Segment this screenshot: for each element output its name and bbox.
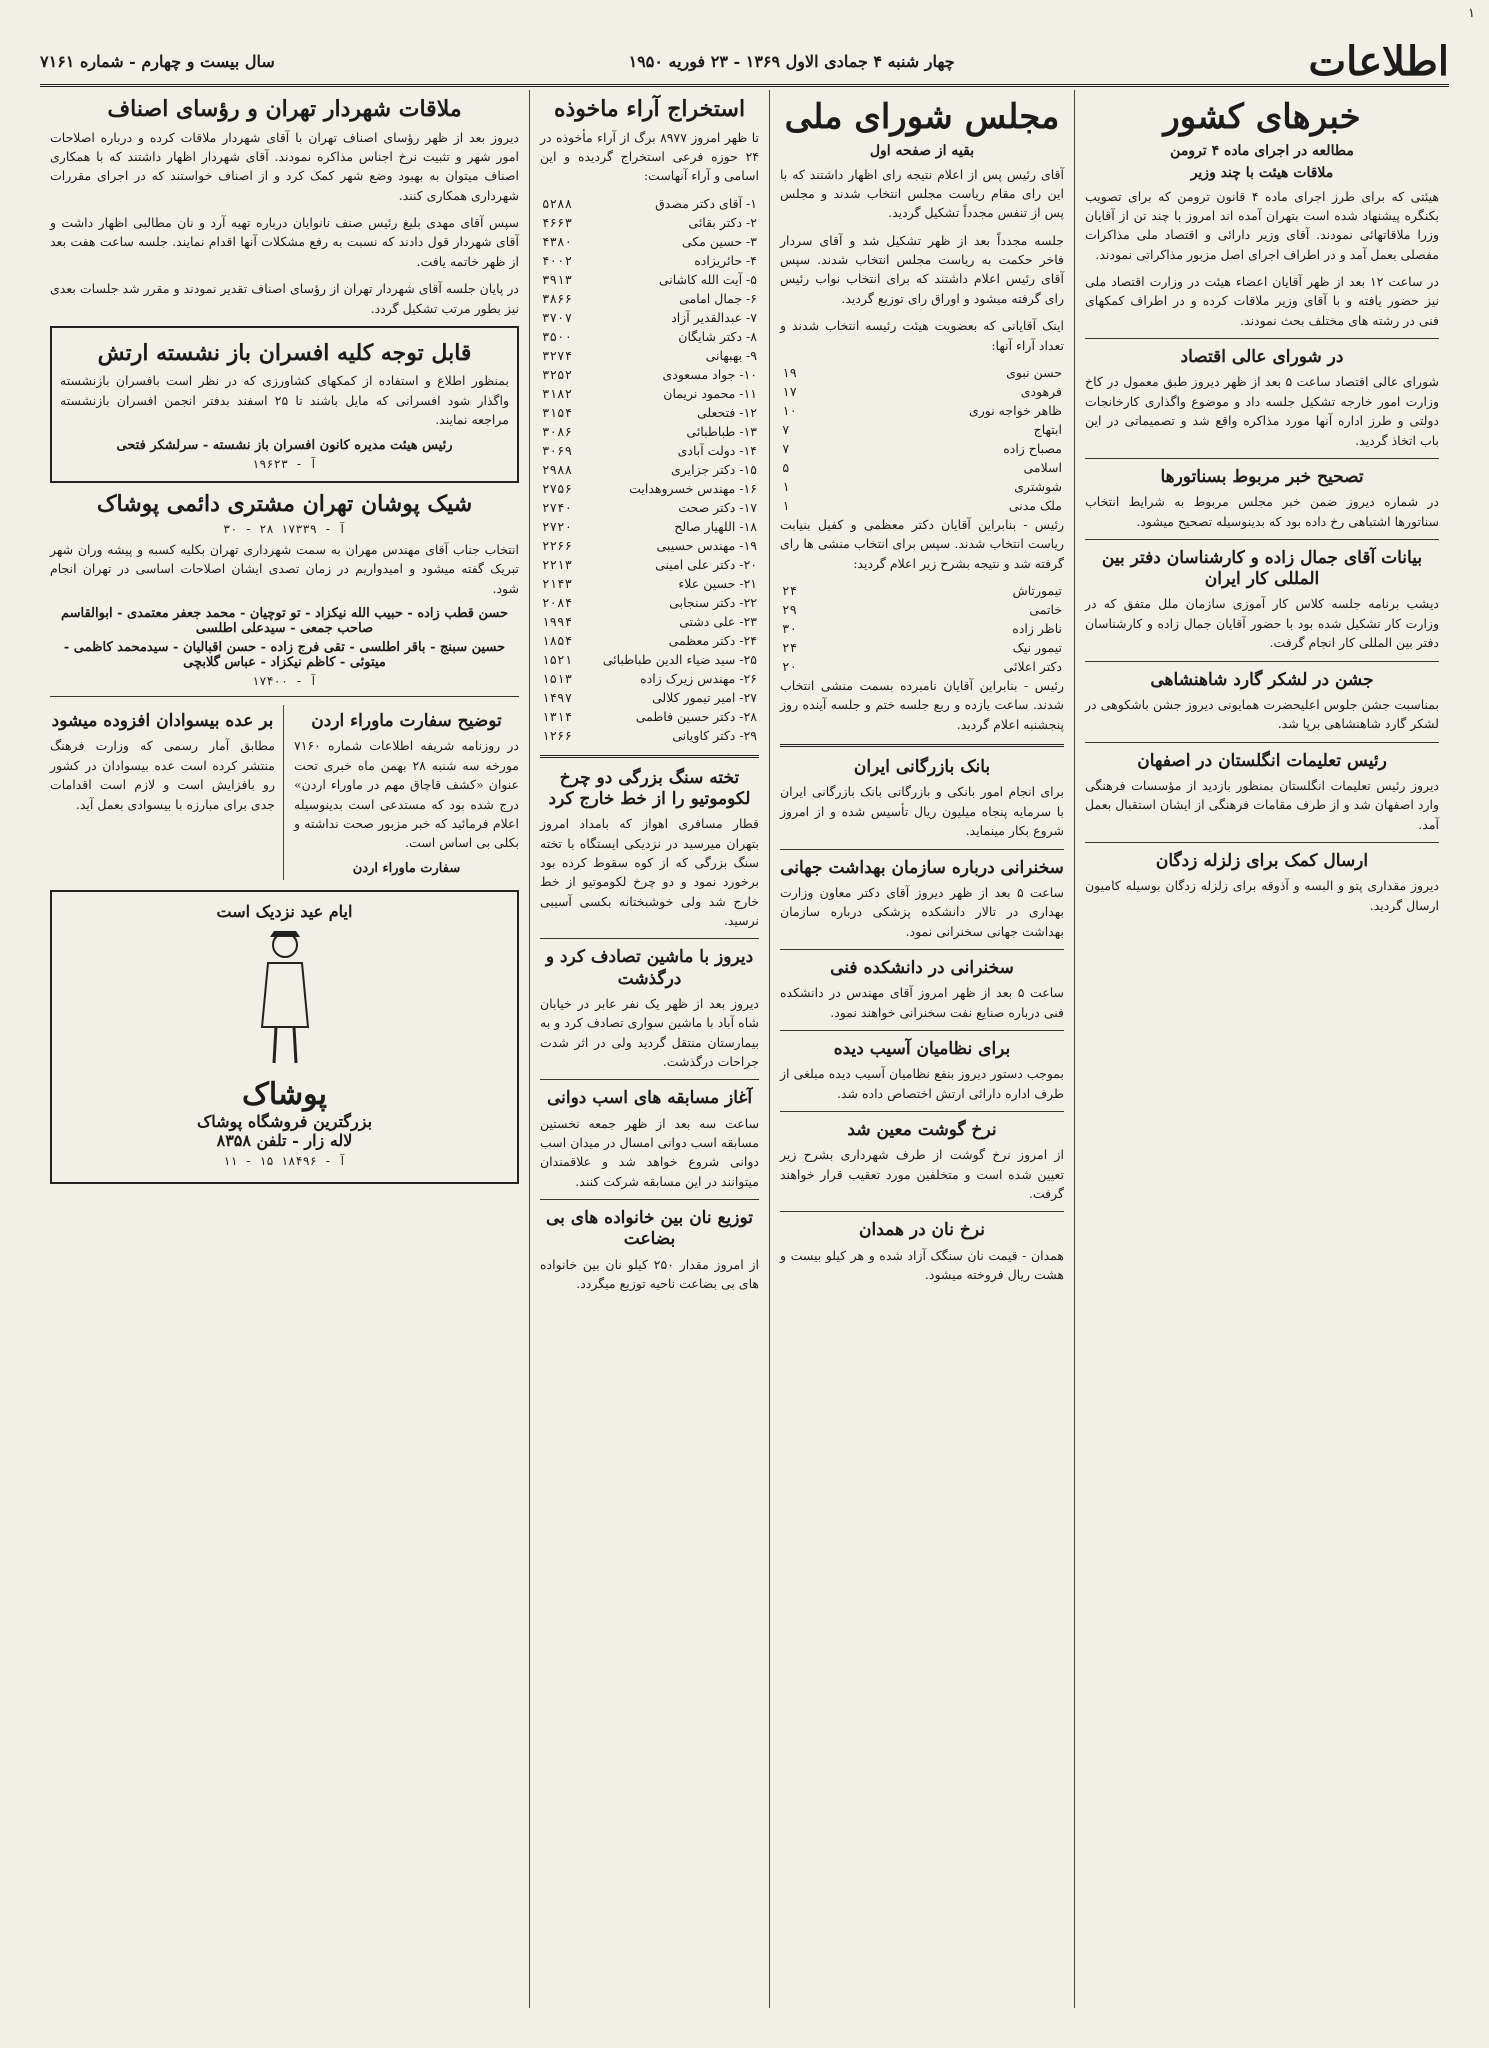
article-parliament-2: جلسه مجدداً بعد از ظهر تشکیل شد و آقای سردار فاخر حکمت به ریاست مجلس انتخاب شدند. سپس آقای رئیس اعلام داشتند که برای انتخاب نواب رئیس رای گرفته میشود و اوراق رای توزیع گردید. [780, 232, 1064, 306]
headline-bread-hamadan: نرخ نان در همدان [859, 1220, 985, 1241]
article-guard-celebration: بمناسبت جشن جلوس اعلیحضرت همایونی دیروز جشن باشکوهی در لشکر گارد شاهنشاهی برپا شد. [1085, 696, 1439, 732]
headline-economic-council: در شورای عالی اقتصاد [1180, 347, 1344, 368]
vote-count: ۱۹ [782, 364, 798, 380]
candidate-name: خاتمی [1029, 602, 1062, 617]
article-parliament-3: اینک آقایانی که بعضویت هیئت رئیسه انتخاب شدند و تعداد آراء آنها: [780, 318, 1064, 353]
issue-date: چهار شنبه ۴ جمادی الاول ۱۳۶۹ - ۲۳ فوریه ۱۹۵۰ [628, 51, 955, 71]
article-parliament-5: رئیس - بنابراین آقایان نامبرده بسمت منشی انتخاب شدند. ساعت یازده و ربع جلسه ختم و جلسه آینده روز پنجشنبه اعلام گردید. [780, 678, 1064, 732]
candidate-name: ظاهر خواجه نوری [968, 402, 1062, 418]
article-trade-bank: برای انجام امور بانکی و بازرگانی بانک بازرگانی ایران با سرمایه پنجاه میلیون ریال تأسیس شده و از امروز شروع بکار مینماید. [780, 784, 1064, 839]
candidate-name: ۴- حائریزاده [694, 252, 757, 268]
candidate-name: ۱۷- دکتر صحت [678, 499, 757, 515]
vote-row [540, 251, 759, 270]
vote-count: ۱۵۱۳ [542, 670, 573, 686]
vote-row [540, 517, 759, 536]
article-horse-race: ساعت سه بعد از ظهر جمعه نخستین مسابقه اسب دوانی امسال در میدان اسب دوانی شروع خواهد شد و علاقمندان میتوانند در این مسابقه شرکت کنند. [540, 1115, 759, 1189]
vote-row [540, 479, 759, 498]
vote-row [540, 441, 759, 460]
ad-code-signatories: آ - ۱۷۴۰۰ [251, 674, 318, 689]
headline-car-accident: دیروز با ماشین تصادف کرد و درگذشت [545, 947, 754, 989]
candidate-name: ملک مدنی [1008, 497, 1062, 513]
vote-count: ۳۲۷۴ [542, 347, 573, 363]
vote-count: ۲۱۴۳ [542, 575, 573, 591]
vote-row [540, 403, 759, 422]
vote-row [540, 270, 759, 289]
article-embassy: در روزنامه شریفه اطلاعات شماره ۷۱۶۰ مورخه سه شنبه ۲۸ بهمن ماه خبری تحت عنوان «کشف قاچاق مهم در ماوراء اردن» درج شده بود که مستدعی است بدینوسیله اعلام فرمائید که خبر مزبور صحت نداشته و بکلی بی اساس است. [294, 738, 519, 851]
headline-meat-price: نرخ گوشت معین شد [847, 1119, 997, 1140]
ad-store: بزرگترین فروشگاه پوشاک [196, 1111, 373, 1131]
article-well-dressed: انتخاب جناب آقای مهندس مهران به سمت شهرداری تهران بکلیه کسبه و پیشه وران شهر تبریک گفته میشود و امیدواریم در زمان تصدی ایشان اصلاحات اساسی در تهران انجام شود. [50, 542, 519, 596]
article-health-org: ساعت ۵ بعد از ظهر دیروز آقای دکتر معاون وزارت بهداری در تالار دانشکده پزشکی درباره سازمان بهداشت جهانی سخنرانی نمود. [780, 884, 1064, 939]
article-economic-council: شورای عالی اقتصاد ساعت ۵ بعد از ظهر دیروز طبق معمول در کاخ وزارت امور خارجه تشکیل جلسه داد و موضوع واگذاری کارخانجات دولتی و طرز اداره آنها مورد مذاکره واقع شد و تصمیماتی در این باب اتخاذ گردید. [1085, 374, 1439, 448]
candidate-name: ۱۰- جواد مسعودی [662, 366, 757, 382]
candidate-name: ۵- آیت الله کاشانی [658, 271, 757, 287]
signatories-1: حسن قطب زاده - حبیب الله نیکزاد - تو توچیان - محمد جعفر معتمدی - ابوالقاسم صاحب جمعی - سیدعلی اطلسی [60, 606, 509, 637]
vote-count: ۵ [782, 459, 790, 475]
article-truman-1: هیئتی که برای طرز اجرای ماده ۴ قانون ترومن که برای تصویب بکنگره پیشنهاد شده است بتهران آمده اند امروز با چند تن از آقایان وزرا ملاقاتهائی نمودند. آقای وزیر دارائی و اقتصاد ملی مذاکرات مفصلی بعمل آمد و در اطراف اجرای اصل مزبور مذاکراتی نمودند. [1085, 188, 1439, 262]
signatories-2: حسین سبنج - باقر اطلسی - تقی فرج زاده - حسن اقبالیان - سیدمحمد کاظمی - میتوئی - کاظم نیکزاد - عباس گلابچی [63, 640, 506, 671]
headline-vote-count: استخراج آراء ماخوذه [553, 96, 746, 122]
article-train-rock: قطار مسافری اهواز که بامداد امروز بتهران میرسید در نزدیکی ایستگاه با تخته سنگ بزرگی که از کوه سقوط کرده بود برخورد نمود و دو چرخ لکوموتیو از خط خارج شد ولی خوشبختانه بکسی آسیبی نرسید. [540, 816, 759, 928]
candidate-name: ۱۳- طباطبائی [686, 423, 757, 439]
vote-row [540, 612, 759, 631]
article-bread-hamadan: همدان - قیمت نان سنگک آزاد شده و هر کیلو بیست و هشت ریال فروخته میشود. [780, 1247, 1064, 1282]
candidate-name: ۲- دکتر بقائی [688, 214, 757, 230]
ad-code-clothing: آ - ۱۸۴۹۶ ۱۵ - ۱۱ [223, 1153, 346, 1168]
vote-count: ۳۷۰۷ [542, 309, 573, 325]
article-car-accident: دیروز بعد از ظهر یک نفر عابر در خیابان شاه آباد با ماشین سواری تصادف کرد و به بیمارستان منتقل گردید ولی در اثر شدت جراحات درگذشت. [540, 995, 759, 1069]
headline-mayor-guilds: ملاقات شهردار تهران و رؤسای اصناف [107, 96, 462, 122]
candidate-name: ۱۱- محمود نریمان [663, 385, 757, 401]
article-parliament-1: آقای رئیس پس از اعلام نتیجه رای اظهار داشتند که با این رای مقام ریاست مجلس انتخاب شدند و مجلس پس از تنفس مجدداً تشکیل گردید. [780, 166, 1064, 221]
vote-count: ۲۴ [782, 640, 798, 655]
column-vote-count [529, 90, 769, 2008]
headline-health-org: سخنرانی درباره سازمان بهداشت جهانی [780, 857, 1064, 878]
candidate-name: ابتهاج [1033, 421, 1062, 437]
vote-count: ۳۰۸۶ [542, 423, 573, 439]
vote-row [540, 536, 759, 555]
candidate-name: شوشتری [1014, 478, 1062, 494]
headline-labor-office: بیانات آقای جمال زاده و کارشناسان دفتر بین المللی کار ایران [1101, 547, 1423, 590]
vote-row [780, 458, 1064, 477]
headline-earthquake-aid: ارسال کمک برای زلزله زدگان [1155, 850, 1369, 871]
candidate-name: ۳- حسین مکی [681, 233, 757, 249]
headline-embassy: توضیح سفارت ماوراء اردن [311, 711, 502, 732]
vote-row [540, 422, 759, 441]
ad-address-phone: لاله زار - تلفن ۸۳۵۸ [216, 1130, 353, 1150]
vote-count: ۳۵۰۰ [542, 328, 573, 344]
vote-row [780, 401, 1064, 420]
candidate-name: ۱۲- فتحعلی [696, 404, 757, 420]
vote-row [540, 555, 759, 574]
candidate-name: ۲۹- دکتر کاویانی [672, 727, 757, 743]
vote-count: ۱ [782, 497, 790, 513]
candidate-name: ۲۷- امیر تیمور کلالی [651, 689, 757, 705]
article-earthquake-aid: دیروز مقداری پتو و البسه و آذوقه برای زلزله زدگان بوسیله کامیون ارسال گردید. [1085, 878, 1439, 913]
vote-row [540, 289, 759, 308]
ad-code-well-dressed: ۳۰ - ۲۸ آ - ۱۷۳۳۹ [223, 522, 346, 536]
vote-row [780, 477, 1064, 496]
masthead [40, 38, 1449, 87]
candidate-name: ۲۰- دکتر علی امینی [655, 556, 757, 572]
vote-row [780, 619, 1064, 638]
headline-correction: تصحیح خبر مربوط بسناتورها [1160, 466, 1364, 487]
article-tech-college: ساعت ۵ بعد از ظهر امروز آقای مهندس در دانشکده فنی درباره صنایع نفت سخنرانی خواهند نمود. [780, 985, 1064, 1020]
headline-british-education: رئیس تعلیمات انگلستان در اصفهان [1137, 750, 1387, 771]
candidate-name: حسن نبوی [1006, 364, 1062, 380]
candidate-name: اسلامی [1023, 459, 1062, 475]
vote-row [540, 574, 759, 593]
vote-count: ۲۲۶۶ [542, 537, 573, 553]
candidate-name: ۸- دکتر شایگان [678, 328, 757, 344]
article-correction: در شماره دیروز ضمن خبر مجلس مربوط به شرایط انتخاب سناتورها اشتباهی رخ داده بود که بدینوسیله تصحیح میشود. [1085, 494, 1439, 529]
vote-row [540, 688, 759, 707]
literacy-article [50, 705, 284, 880]
article-injured-soldiers: بموجب دستور دیروز بنفع نظامیان آسیب دیده مبلغی از طرف اداره دارائی ارتش اختصاص داده شد. [780, 1066, 1064, 1101]
vote-count: ۱۵۲۱ [542, 651, 573, 667]
candidate-name: ۲۱- حسین علاء [678, 575, 757, 591]
candidate-name: ۱۸- اللهیار صالح [674, 518, 757, 534]
headline-bread-distribution: توزیع نان بین خانواده های بی بضاعت [545, 1208, 754, 1250]
votes-table-secretaries [780, 581, 1064, 676]
candidate-name: فرهودی [1020, 383, 1062, 399]
vote-row [540, 631, 759, 650]
article-mayor-guilds-3: در پایان جلسه آقای شهردار تهران از رؤسای اصناف تقدیر نمودند و مقرر شد جلسات بعدی نیز بطور مرتب تشکیل گردد. [50, 281, 519, 316]
vote-row [540, 194, 759, 213]
vote-count: ۷ [782, 421, 790, 437]
vote-count: ۱۲۶۶ [542, 727, 573, 743]
candidate-name: ۱۶- مهندس خسروهدایت [629, 480, 757, 496]
clothing-advertisement [50, 890, 519, 1184]
candidate-name: ۲۵- سید ضیاء الدین طباطبائی [602, 651, 757, 667]
vote-row [540, 327, 759, 346]
candidate-name: ۶- جمال امامی [679, 290, 757, 306]
vote-row [540, 726, 759, 745]
signature-retired-officers: رئیس هیئت مدیره کانون افسران باز نشسته - سرلشکر فتحی [116, 437, 453, 453]
article-labor-office: دیشب برنامه جلسه کلاس کار آموزی سازمان ملل متفق که در وزارت کار تشکیل شده بود با حضور آقایان جمال زاده و کارشناسان دفتر بین المللی کار انجام گرفت. [1085, 596, 1439, 651]
vote-count: ۴۶۶۳ [542, 214, 573, 230]
candidate-name: ۲۳- علی دشتی [679, 613, 757, 629]
vote-row [780, 657, 1064, 676]
article-literacy: مطابق آمار رسمی که وزارت فرهنگ منتشر کرده است عده بیسوادان در کشور رو بافزایش است و لازم است اقدامات جدی برای مبارزه با بیسوادی بعمل آید. [50, 738, 275, 812]
candidate-name: ۲۲- دکتر سنجابی [669, 594, 757, 610]
vote-count: ۴۰۰۲ [542, 252, 573, 268]
vote-row [780, 420, 1064, 439]
article-bread-distribution: از امروز مقدار ۲۵۰ کیلو نان بین خانواده های بی بضاعت ناحیه توزیع میگردد. [540, 1256, 759, 1291]
candidate-name: ۲۴- دکتر معظمی [668, 632, 757, 648]
vote-row [540, 232, 759, 251]
embassy-notice [294, 705, 519, 880]
vote-count: ۱۰ [782, 402, 798, 418]
vote-row [540, 460, 759, 479]
vote-count: ۱۷ [782, 383, 798, 399]
vote-row [540, 365, 759, 384]
headline-train-rock: تخته سنگ بزرگی دو چرخ لکوموتیو را از خط خارج کرد [548, 767, 751, 809]
vote-count: ۱۸۵۴ [542, 632, 573, 648]
vote-count: ۲۹ [782, 602, 798, 617]
vote-row [540, 707, 759, 726]
page-number: ۱ [1468, 6, 1475, 21]
vote-count: ۲۲۱۳ [542, 556, 573, 572]
vote-count: ۳۱۸۲ [542, 385, 573, 401]
vote-row [780, 581, 1064, 600]
ad-code-officers: آ - ۱۹۶۲۳ [251, 456, 318, 471]
candidate-name: تیمورتاش [1012, 583, 1062, 598]
vote-row [540, 384, 759, 403]
column-parliament [769, 90, 1074, 2008]
subhead-ministers: ملاقات هیئت با چند وزیر [1190, 164, 1334, 181]
candidate-name: ۲۸- دکتر حسین فاطمی [635, 708, 757, 724]
vote-count: ۲۷۲۰ [542, 518, 573, 534]
vote-count: ۵۲۸۸ [542, 195, 573, 211]
vote-count: ۳۰ [782, 621, 798, 636]
vote-row [540, 308, 759, 327]
vote-count: ۲۰ [782, 659, 798, 674]
vote-count: ۴۳۸۰ [542, 233, 573, 249]
headline-trade-bank: بانک بازرگانی ایران [853, 757, 991, 778]
vote-row [540, 498, 759, 517]
headline-tech-college: سخنرانی در دانشکده فنی [830, 957, 1014, 978]
candidate-name: ۷- عبدالقدیر آزاد [671, 309, 757, 325]
vote-count: ۲۹۸۸ [542, 461, 573, 477]
vote-row [540, 346, 759, 365]
vote-count: ۳۱۵۴ [542, 404, 573, 420]
article-mayor-guilds-1: دیروز بعد از ظهر رؤسای اصناف تهران با آقای شهردار ملاقات کرده و درباره اصلاحات امور شهر و تثبیت نرخ اجناس مذاکره نمودند. آقای شهردار اظهار داشتند که با همکاری اصناف میتوان به بهبود وضع شهر کمک کرد و از اصناف خواستند که در اجرای مقررات شهرداری همکاری کنند. [50, 129, 519, 203]
column-national-news [1074, 90, 1449, 2008]
vote-count: ۱۹۹۴ [542, 613, 573, 629]
candidate-name: مصباح زاده [1003, 440, 1062, 456]
headline-retired-officers: قابل توجه کلیه افسران باز نشسته ارتش [97, 339, 472, 366]
votes-table-board [780, 363, 1064, 515]
subhead-continued: بقیه از صفحه اول [869, 142, 975, 159]
headline-parliament: مجلس شورای ملی [784, 97, 1060, 137]
man-figure-icon [250, 927, 320, 1067]
article-meat-price: از امروز نرخ گوشت از طرف شهرداری بشرح زیر تعیین شده است و متخلفین مورد تعقیب قرار خواهند گرفت. [780, 1147, 1064, 1201]
vote-count: ۳۲۵۲ [542, 366, 573, 382]
candidate-name: ناظر زاده [1012, 621, 1062, 636]
vote-count: ۱ [782, 478, 790, 494]
vote-row [540, 213, 759, 232]
ad-brand: پوشاک [242, 1076, 327, 1112]
candidate-name: دکتر اعلائی [1003, 659, 1062, 674]
signature-embassy: سفارت ماوراء اردن [352, 860, 461, 876]
vote-count: ۲۷۴۰ [542, 499, 573, 515]
headline-injured-soldiers: برای نظامیان آسیب دیده [833, 1038, 1011, 1059]
article-parliament-4: رئیس - بنابراین آقایان دکتر معظمی و کفیل بنیابت ریاست انتخاب شدند. سپس برای انتخاب منشی ها رای گرفته شد و نتیجه بشرح زیر اعلام گردید: [780, 516, 1064, 571]
candidate-name: ۲۶- مهندس زیرک زاده [640, 670, 757, 686]
vote-count: ۳۸۶۶ [542, 290, 573, 306]
vote-row [780, 363, 1064, 382]
newspaper-name: اطلاعات [1308, 37, 1449, 85]
headline-guard-celebration: جشن در لشکر گارد شاهنشاهی [1150, 669, 1374, 690]
vote-count: ۳۰۶۹ [542, 442, 573, 458]
article-mayor-guilds-2: سپس آقای مهدی بلیغ رئیس صنف نانوایان درباره تهیه آرد و نان مطالبی اظهار داشت و آقای شهردار قول دادند که نسبت به رفع مشکلات آنها اقدام نمایند. جلسه ساعت هفت بعد از ظهر خاتمه یافت. [50, 215, 519, 269]
vote-count: ۳۹۱۳ [542, 271, 573, 287]
article-truman-2: در ساعت ۱۲ بعد از ظهر آقایان اعضاء هیئت در وزارت اقتصاد ملی نیز حضور یافته و با آقای وزیر ملاقات کرده و در اطراف کمکهای فنی در رشته های مختلف بحث نمودند. [1085, 274, 1439, 328]
vote-row [780, 496, 1064, 515]
candidate-name: تیمور نیک [1012, 640, 1062, 655]
headline-well-dressed: شیک پوشان تهران مشتری دائمی پوشاک [96, 490, 473, 517]
candidate-name: ۱۵- دکتر جزایری [670, 461, 757, 477]
headline-national-news: خبرهای کشور [1163, 97, 1361, 137]
subhead-truman: مطالعه در اجرای ماده ۴ ترومن [1170, 142, 1354, 159]
vote-count: ۲۷۵۶ [542, 480, 573, 496]
issue-number: سال بیست و چهارم - شماره ۷۱۶۱ [40, 51, 275, 71]
text-retired-officers: بمنظور اطلاع و استفاده از کمکهای کشاورزی که در نظر است بافسران بازنشسته واگذار شود افسرانی که مایل باشند تا ۲۵ اسفند بدفتر انجمن افسران بازنشسته مراجعه نمایند. [60, 373, 509, 428]
vote-row [780, 600, 1064, 619]
vote-row [540, 650, 759, 669]
vote-count: ۱۳۱۴ [542, 708, 573, 724]
headline-literacy: بر عده بیسوادان افزوده میشود [51, 711, 274, 732]
vote-row [780, 382, 1064, 401]
notice-retired-officers [50, 326, 519, 483]
candidate-name: ۹- بهبهانی [705, 347, 757, 363]
vote-count: ۱۴۹۷ [542, 689, 573, 705]
vote-row [540, 593, 759, 612]
column-mayor-guilds [40, 90, 529, 2008]
article-vote-count: تا ظهر امروز ۸۹۷۷ برگ از آراء مأخوذه در ۲۴ حوزه فرعی استخراج گردیده و این اسامی و آراء آنهاست: [540, 129, 759, 184]
vote-count: ۷ [782, 440, 790, 456]
candidate-name: ۱۴- دولت آبادی [677, 442, 757, 458]
vote-count: ۲۰۸۴ [542, 594, 573, 610]
votes-table-tehran [540, 194, 759, 745]
vote-row [780, 439, 1064, 458]
article-british-education: دیروز رئیس تعلیمات انگلستان بمنظور بازدید از مؤسسات فرهنگی وارد اصفهان شد و از طرف مقامات فرهنگی از ایشان استقبال بعمل آمد. [1085, 777, 1439, 832]
candidate-name: ۱- آقای دکتر مصدق [655, 195, 757, 211]
ad-headline: ایام عید نزدیک است [216, 901, 353, 921]
candidate-name: ۱۹- مهندس حسیبی [656, 537, 757, 553]
headline-horse-race: آغاز مسابقه های اسب دوانی [546, 1088, 753, 1109]
vote-row [780, 638, 1064, 657]
vote-row [540, 669, 759, 688]
vote-count: ۲۴ [782, 583, 798, 598]
